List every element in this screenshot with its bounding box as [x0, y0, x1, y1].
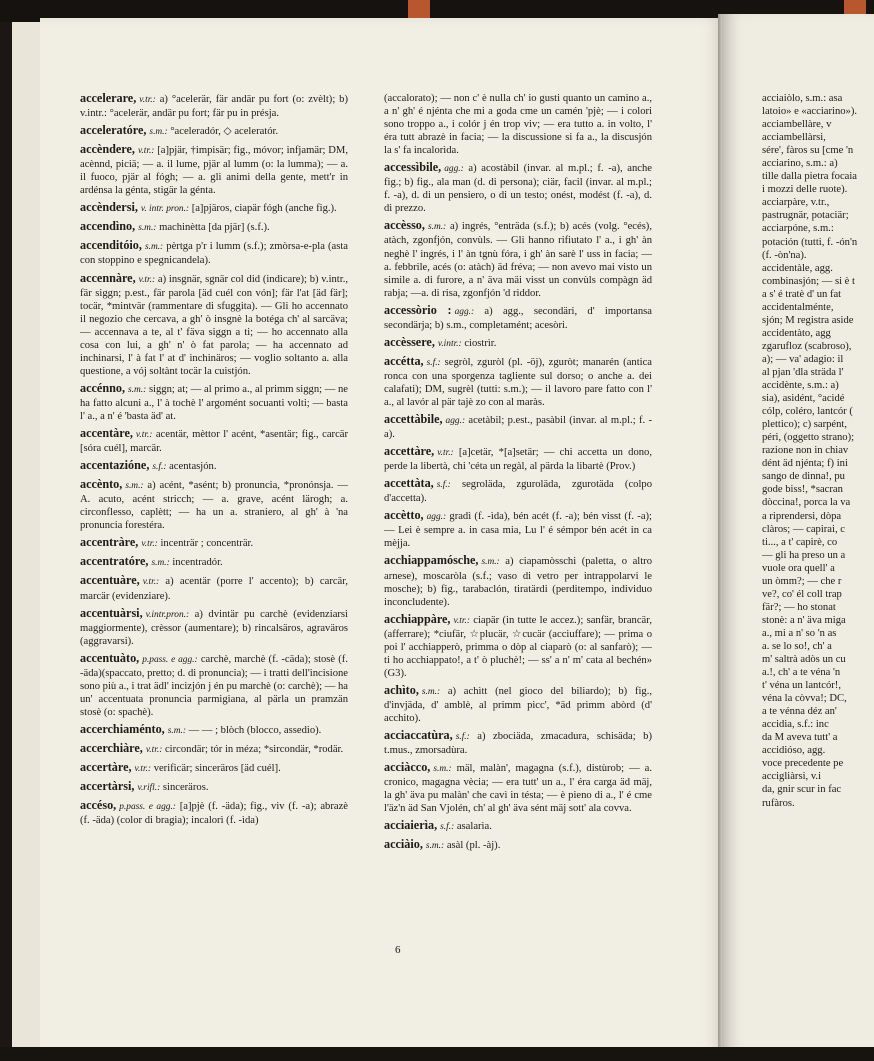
entry-grammar: v.tr.: [135, 430, 153, 441]
partial-line: voce precedente pe [762, 758, 844, 770]
partial-line: (f. -òn'na). [762, 249, 807, 261]
entry-headword: acciàcco, [384, 760, 431, 775]
partial-line: clàros; — capirai, c [762, 523, 845, 535]
entry-headword: accenditóio, [80, 238, 142, 253]
entry-definition: ciapär (in tutte le accez.); sanfär, brancär, (afferrare); *ciufär, ☆plucär, ☆cucär (acciuffare); — prima o poi l' acchiapperò, primma o dòp al ciaparò (o: al sanfarò); — ti ho acchiappato!, a t' ò pluchè!; — ss' a n' m' cata al bechén» (G3). [384, 614, 652, 679]
partial-line: a., mi a n' so 'n as [762, 627, 837, 639]
entry-grammar: v.tr.: [145, 744, 163, 755]
partial-line: plettico); c) sarpént, [762, 419, 848, 431]
partial-line: accidia, s.f.: inc [762, 719, 829, 731]
entry-headword: accentazióne, [80, 458, 150, 473]
entry-grammar: agg.: [454, 306, 475, 317]
entry-headword: accentratóre, [80, 554, 149, 569]
partial-line: fär?; — ho stonat [762, 601, 836, 613]
entry-headword: acciaierìa, [384, 818, 438, 833]
entry-grammar: s.f.: [436, 480, 451, 491]
entry-grammar: v.tr.: [134, 764, 152, 775]
dictionary-entry [80, 124, 348, 139]
partial-line: al pjan 'dla sträda l' [762, 366, 844, 378]
entry-grammar: s.f.: [152, 462, 167, 473]
entry-definition: acentasjón. [169, 461, 217, 473]
entry-grammar: v.tr.: [453, 615, 470, 626]
entry-headword: accentràre, [80, 535, 139, 550]
dictionary-entry [384, 819, 652, 834]
entry-definition: a) acentär (porre l' accento); b) carcär, marcär (evidenziare). [80, 576, 349, 602]
partial-line: stonè: a n' äva miga [762, 614, 846, 626]
entry-definition: a) °acelerär, fär andär pu fort (o: zvèlt); b) v.intr.: °acelerär, andär pu fort; fär pu in présja. [80, 94, 348, 120]
entry-grammar: s.f.: [440, 822, 455, 833]
partial-line: a); — va' adagio: il [762, 353, 844, 365]
entry-definition: siggn; at; — al primo a., al primm siggn; — ne ha fatto alcuni a., l' à tochè l' argomént socuanti volti; — basta l' a., a n' é 'basta äd' at. [80, 383, 348, 422]
dictionary-entry [80, 723, 348, 738]
partial-line: a. se lo so!, ch' a [762, 640, 832, 652]
dictionary-entry [80, 201, 348, 216]
entry-definition: a) ingrés, °enträda (s.f.); b) acés (volg. °ecés), atàch, zgonfjón, convùls. — Gli hanno rifiutato l' a., i gh' àn neghè l' ingrés, i l' àn tgnù fóra, i gh' àn sarè l' uss in facia; — a. febbrile, acés (o: atàch) äd fréva; — non avevo mai visto un simile a. di furore, a n' äva mäi visst un convùls compàgn äd rabja; —a. di risa, zgonfjón 'd riddor. [384, 221, 652, 299]
entry-grammar: s.f.: [455, 732, 470, 743]
entry-definition: a) dvintär pu carchè (evidenziarsi maggiormente), crèssor (aumentare); b) rincalsäros, agraväros (aggravarsi). [80, 608, 348, 647]
partial-line: acciarpóne, s.m.: [762, 223, 834, 235]
dictionary-entry [384, 613, 652, 680]
page-stack-edge [12, 22, 43, 1061]
dictionary-entry [384, 219, 652, 299]
partial-line: combinasjón; — si è t [762, 275, 855, 287]
partial-line: véna la còvva!; DC, [762, 693, 847, 705]
entry-definition: a) agg., secondäri, d' importansa secondärja; b) s.m., completamént; acesòri. [384, 305, 652, 331]
partial-line: acciaiòlo, s.m.: asa [762, 93, 843, 104]
dictionary-entry [384, 161, 652, 215]
page-number: 6 [395, 944, 401, 956]
partial-line: latoio» e «acciarino»). [762, 106, 858, 118]
dictionary-entry [384, 684, 652, 725]
partial-line: t' véna un lantcór!, [762, 680, 841, 692]
entry-definition: verificär; sinceräros [äd cuél]. [153, 763, 281, 775]
entry-headword: accennàre, [80, 270, 136, 285]
partial-line: accigliàrsi, v.i [762, 771, 822, 783]
partial-line: pastrugnär, potaciär; [762, 210, 849, 222]
dictionary-entry [80, 427, 348, 455]
entry-grammar: s.m.: [421, 686, 441, 697]
entry-headword: accertàre, [80, 760, 132, 775]
partial-line: dòccina!, porca la va [762, 497, 851, 509]
entry-grammar: v.tr.: [437, 448, 454, 459]
dictionary-entry [80, 555, 348, 570]
entry-grammar: s.m.: [427, 222, 447, 233]
entry-headword: accénno, [80, 380, 126, 395]
entry-headword: achìto, [384, 682, 419, 697]
entry-grammar: v.tr.: [139, 95, 156, 105]
dictionary-entry [384, 761, 652, 815]
entry-grammar: v.intr.: [437, 338, 462, 349]
partial-line: cólp, coléro, lantcór ( [762, 406, 853, 418]
dictionary-column-2 [384, 92, 652, 857]
partial-line: péri, (oggetto strano); [762, 432, 855, 444]
entry-grammar: s.m.: [125, 481, 144, 492]
dictionary-entry [80, 574, 348, 602]
partial-line: gode biss!, *sacran [762, 484, 843, 496]
entry-headword: accertàrsi, [80, 779, 135, 794]
partial-line: dént äd njénta; f) ini [762, 458, 848, 470]
entry-definition: a) acént, *asént; b) pronuncia, *pronónsja. — A. acuto, acént stricch; — a. grave, acént lärogh; a. circonflesso, caplètt; — ha un a. straniero, al gh' à 'na pronuncia forestéra. [80, 480, 348, 532]
entry-definition: incenträr ; concenträr. [160, 538, 254, 550]
entry-definition: acentär, mèttor l' acént, *asentär; fig., carcär [sóra cuél], marcär. [80, 429, 348, 455]
entry-grammar: s.m.: [128, 384, 147, 395]
entry-grammar: v. intr. pron.: [140, 204, 190, 215]
entry-definition: ciostrìr. [464, 337, 497, 349]
entry-definition: asalarìa. [456, 821, 492, 833]
entry-headword: accentuàto, [80, 650, 140, 665]
entry-headword: accerchiaménto, [80, 721, 165, 736]
dictionary-entry [384, 554, 652, 608]
partial-line: acciambellàrsi, [762, 132, 826, 144]
dictionary-entry [80, 92, 348, 120]
entry-grammar: agg.: [445, 416, 466, 427]
entry-headword: accèndere, [80, 142, 135, 157]
entry-definition: pèrtga p'r i lumm (s.f.); zmòrsa-e-pla (asta con stoppino e spegnicandela). [80, 241, 348, 267]
entry-grammar: s.f.: [426, 357, 441, 368]
dictionary-entry [80, 272, 348, 378]
entry-headword: acchiappàre, [384, 611, 451, 626]
partial-line: acciarpàre, v.tr., [762, 197, 830, 209]
entry-grammar: agg.: [426, 512, 447, 523]
entry-definition: (accalorato); — non c' è nulla ch' io gusti quanto un camino a., a n' gh' é njénta che mi a goda cme un camén 'pjè; — i colori sono troppo a., i colór j én trop viv; — era tutto a. in volto, l' éra tutt abrazè in facia; — la discussione si fa a., la discusjón la s' fa incalorìda. [384, 93, 652, 157]
dictionary-entry [384, 445, 652, 473]
partial-line: rufàros. [762, 797, 795, 809]
entry-headword: accettàre, [384, 444, 435, 459]
partial-line: tille dalla pietra focaia [762, 171, 857, 183]
entry-definition: machinètta [da pjär] (s.f.). [159, 222, 270, 234]
entry-grammar: agg.: [444, 164, 464, 175]
partial-line: zgarufloz (scabroso), [762, 340, 852, 352]
partial-line: a.!, ch' a te véna 'n [762, 667, 841, 679]
entry-headword: accètto, [384, 508, 424, 523]
dictionary-entry [80, 382, 348, 423]
entry-definition: a) ciapamòsschi (paletta, o altro arnese), moscaròla (s.f.; vaso di vetro per intrappolarvi le mosche); b) fig., tarabaclón, tiratärdi (perditempo, individuo inconcludente). [384, 556, 652, 608]
partial-line: potación (tutti, f. -ón'n [762, 236, 858, 248]
entry-definition: incentradór. [172, 557, 223, 569]
dictionary-entry [384, 729, 652, 757]
entry-headword: acceleratóre, [80, 123, 147, 138]
dictionary-entry [384, 477, 652, 505]
entry-grammar: s.m.: [481, 557, 500, 568]
entry-headword: accentuàre, [80, 573, 140, 588]
entry-grammar: v.tr.: [138, 274, 156, 285]
dictionary-entry [384, 509, 652, 550]
dictionary-entry [80, 459, 348, 474]
entry-grammar: p.pass. e agg.: [119, 802, 176, 813]
entry-definition: carchè, marchè (f. -cäda); stosè (f. -äda)(spaccato, pretto; d. di pronuncia); — i tratti dell'incisione sono più a., i trat ädl' incizjón j én pu marchè (o: carchè); — ha un' accentuata pronuncia parmigiana, al pärla un pramzän stosè (o: spachè). [80, 653, 348, 718]
partial-line: accidènte, s.m.: a) [762, 380, 839, 392]
entry-definition: sinceräros. [162, 782, 209, 794]
partial-line: da, gnir scur in fac [762, 784, 842, 796]
partial-line: ti..., a t' capirè, co [762, 536, 838, 548]
partial-line: sango de dinna!, pu [762, 471, 845, 483]
partial-line: ve?, co' él coll trap [762, 588, 842, 600]
partial-line: i mozzi delle ruote). [762, 184, 848, 196]
entry-definition: segroläda, zguroläda, zgurotäda (colpo d'accetta). [384, 479, 652, 505]
partial-line: — gli ha preso un a [762, 549, 846, 561]
dictionary-entry [384, 304, 652, 332]
partial-line: accidentalménte, [762, 301, 834, 313]
entry-headword: accessìbile, [384, 160, 442, 175]
entry-headword: acciàio, [384, 837, 423, 852]
dictionary-entry [80, 143, 348, 197]
partial-line: acciarino, s.m.: a) [762, 158, 838, 170]
entry-headword: accènto, [80, 477, 123, 492]
entry-grammar: v.intr.pron.: [145, 609, 190, 620]
partial-line: accidentàle, agg. [762, 262, 833, 274]
dictionary-entry [80, 761, 348, 776]
entry-grammar: s.m.: [151, 558, 170, 569]
entry-headword: accèndersi, [80, 200, 138, 215]
entry-definition: [a]pjäros, ciapär fógh (anche fig.). [191, 203, 337, 215]
entry-grammar: p.pass. e agg.: [142, 654, 198, 665]
entry-headword: accendìno, [80, 219, 136, 234]
partial-line: sére', fàros su [cme 'n [762, 145, 854, 157]
entry-headword: acciaccatùra, [384, 728, 453, 743]
partial-line: un òmm?; — che r [762, 575, 842, 587]
entry-headword: accessòrio : [384, 302, 452, 317]
partial-line: da M aveva tutt' a [762, 732, 838, 744]
entry-definition: °aceleradór, ◇ aceleratór. [170, 126, 279, 138]
book-bottom-edge [0, 1047, 874, 1061]
dictionary-column-1 [80, 92, 348, 831]
entry-headword: accerchiàre, [80, 740, 143, 755]
entry-grammar: v.tr.: [137, 146, 155, 157]
entry-definition: circondär; tór in méza; *sircondär, *rodär. [164, 743, 344, 755]
partial-line: a riprendersi, dòpa [762, 510, 842, 522]
entry-headword: accelerare, [80, 91, 137, 105]
dictionary-entry [384, 92, 652, 157]
dictionary-entry [80, 220, 348, 235]
entry-headword: accéso, [80, 798, 117, 813]
entry-definition: [a]cetär, *[a]setär; — chi accetta un dono, perde la libertà, chi 'céta un regàl, al pärda la libartè (Prov.) [384, 447, 652, 473]
dictionary-entry [80, 607, 348, 648]
entry-headword: acchiappamósche, [384, 553, 479, 568]
dictionary-entry [384, 336, 652, 351]
entry-grammar: v.rifl.: [137, 783, 161, 794]
entry-definition: acetàbil; p.est., pasàbil (invar. al m.pl.; f. -a). [384, 415, 652, 441]
entry-headword: accentuàrsi, [80, 605, 143, 620]
dictionary-entry [80, 239, 348, 267]
entry-definition: asàl (pl. -àj). [446, 840, 501, 852]
partial-line: m' saltrà adòs un cu [762, 654, 846, 666]
entry-definition: a) insgnär, sgnär col did (indicare); b) v.intr., fär siggn; p.est., fär parola [äd cuél con vón]; fär l'at [äd fär]; tocär, *mintvär (rammentare di sfuggita). — Gli ho accennato il negozio che cercava, a gh' ò insgnè la botéga ch' al sarcäva; — accennava a te, al t' fäva siggn a ti; — ho accennato alla cosa con lui, a gh' n' ò fat parola; — ha accennato ad inchinarsi, l' à fat l' at d' inchinäros; — voglio soltanto a. alla questione, a vój soltànt tocär la cuistjón. [80, 273, 348, 377]
partial-line: accidentàto, agg [762, 327, 831, 339]
entry-headword: accèsso, [384, 218, 425, 233]
partial-line: a s' é tratè d' un fat [762, 288, 842, 300]
dictionary-entry [384, 838, 652, 853]
entry-definition: [a]pjè (f. -äda); fig., viv (f. -a); abrazè (f. -äda) (color di bragia); incalorì (f. -ìda) [80, 801, 348, 827]
entry-definition: mäl, malàn', magagna (s.f.), distùrob; — a. cronico, magagna vècia; — era tutt' un a., l' éra carga äd mäj, la gh' äva pu malàn' che cavì in tésta; — è pieno di a., l' é cme l'äz'n äd San Vjolén, ch' al gh' äva sént mäj sott' ala covva. [384, 763, 652, 815]
entry-definition: gradì (f. -ìda), bén acét (f. -a); bén visst (f. -a); — Lei è sempre a. in casa mia, Lu l' é sémpor bén acét in ca mèjja. [384, 511, 652, 550]
dictionary-entry [80, 799, 348, 827]
entry-definition: segròl, zguròl (pl. -öj), zguròt; manarén (antica ronca con una sporgenza tagliente sul dorso; o anche a. dei calafati); DM, sugrèl (tutti: s.m.); — il lavoro pare fatto con l' a., al lavór al pär tajè zo con al maràs. [384, 356, 652, 408]
entry-headword: accettàta, [384, 476, 434, 491]
dictionary-entry [384, 413, 652, 441]
dictionary-entry [80, 478, 348, 532]
entry-grammar: v.tr.: [141, 539, 158, 550]
entry-grammar: v.tr.: [142, 577, 160, 588]
partial-line: sjón; M registra aside [762, 314, 854, 326]
entry-headword: accettàbile, [384, 412, 443, 427]
dictionary-column-partial [762, 92, 874, 810]
dictionary-entry [80, 652, 348, 719]
dictionary-entry [384, 355, 652, 409]
dictionary-entry [80, 536, 348, 551]
entry-headword: accétta, [384, 353, 424, 368]
entry-definition: a) zbociäda, zmacadura, schisäda; b) t.mus., zmorsadùra. [384, 731, 652, 757]
dictionary-entry [80, 780, 348, 795]
partial-line: accidióso, agg. [762, 745, 826, 757]
entry-definition: a) acostàbil (invar. al m.pl.; f. -a), anche fig.; b) fig., ala man (d. di persona); ciär, facil (invar. al m.pl.; f. -a), d. di un pensiero, o di un testo; onést, modést (f. -a), d. di prezzo. [384, 163, 652, 215]
entry-grammar: s.m.: [167, 725, 186, 736]
entry-grammar: s.m.: [433, 764, 452, 775]
entry-headword: accentàre, [80, 426, 133, 441]
partial-line: acciambellàre, v [762, 119, 832, 131]
entry-grammar: s.m.: [425, 841, 445, 852]
partial-line: a te vénna déz an' [762, 706, 837, 718]
partial-line: razione non in chiav [762, 445, 849, 457]
partial-line: sia), asidént, °acidé [762, 393, 845, 405]
bookmark-tab-left [408, 0, 430, 18]
entry-definition: — — ; blòch (blocco, assedio). [188, 724, 322, 736]
entry-definition: [a]pjär, †impisär; fig., móvor; infjamär; DM, acènnd, piciä; — a. il lume, pjär al lumm (o: la lumma); — a. il fuoco, pjär al fógh; — a. gli animi della gente, mett'r in ardénsa la génta, stigär la génta. [80, 145, 348, 197]
entry-headword: accèssere, [384, 334, 435, 349]
entry-grammar: s.m.: [149, 127, 168, 138]
dictionary-entry [80, 742, 348, 757]
entry-grammar: s.m.: [144, 242, 164, 253]
partial-line: vuole ora quell' a [762, 562, 835, 574]
entry-definition: a) achìtt (nel gioco del biliardo); b) fig., d'invjäda, d' amblè, al primm picc', *äd primm abòrd (d' acchito). [384, 685, 652, 724]
entry-grammar: s.m.: [138, 223, 157, 234]
